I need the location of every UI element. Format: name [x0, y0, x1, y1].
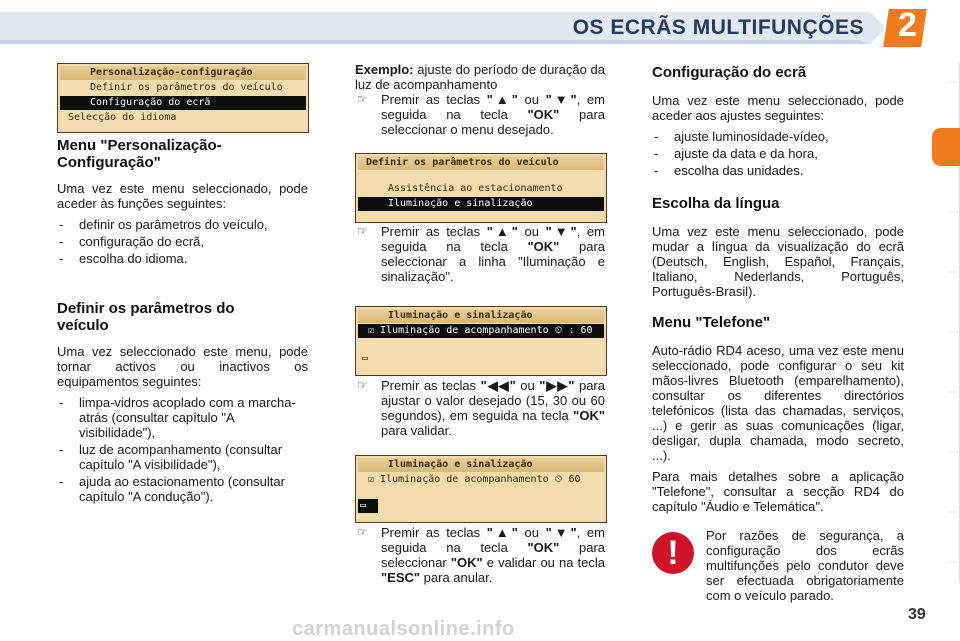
display-screen-lighting: [355, 306, 607, 376]
paragraph: Uma vez este menu seleccionado, pode aceder às funções seguintes:: [57, 181, 308, 211]
step-text: ou: [517, 92, 546, 107]
pointer-icon: ☞: [357, 378, 368, 392]
step-text: para anular.: [420, 570, 493, 585]
example-label: Exemplo:: [355, 62, 414, 77]
display-screen-lighting-confirm: [355, 455, 607, 523]
list-item: - ajuda ao estacionamento (consultar capítulo "A condução").: [57, 474, 308, 504]
section-heading: Configuração do ecrã: [652, 64, 807, 81]
list-item: - ajuste da data e da hora,: [652, 146, 904, 161]
screen-row-selected: ☑ Iluminação de acompanhamento ⏲ : 60: [358, 324, 604, 338]
screen-row: Definir os parâmetros do veículo: [90, 82, 283, 93]
step-text: para seleccionar: [381, 540, 606, 570]
key-ok-label: "OK": [527, 107, 560, 122]
step-instruction: [357, 224, 605, 284]
key-left-label: "◀◀": [480, 378, 516, 393]
paragraph: Auto-rádio RD4 aceso, uma vez este menu seleccionado, pode configurar o seu kit mãos-livres Bluetooth (emparelhamento), consultar os diferentes directórios telefónicos (lista das chamadas, serviços, ...) e gerir as suas comunicações (ligar, desligar, dupla chamada, modo secreto, ...).: [652, 343, 904, 463]
step-text: para seleccionar a linha "Iluminação e sinalização".: [381, 239, 606, 284]
screen-caption: Definir os parâmetros do veículo: [358, 156, 604, 170]
screen-row: Assistência ao estacionamento: [388, 183, 563, 194]
dash-list: [57, 395, 308, 504]
pointer-icon: ☞: [357, 92, 368, 106]
section-heading: Definir os parâmetros do veículo: [57, 300, 235, 334]
screen-row-selected: Iluminação e sinalização: [358, 197, 604, 211]
column-left-lower: [57, 300, 308, 506]
page-number: 39: [908, 606, 926, 623]
step-text: Premir as teclas: [381, 525, 487, 540]
step-text: ou: [517, 224, 546, 239]
step-text: Premir as teclas: [381, 92, 487, 107]
ok-box-selected: ▭: [358, 499, 378, 513]
screen-row: [358, 339, 604, 351]
watermark: carmanualsonline.info: [292, 618, 515, 640]
screen-caption: Personalização-configuração: [60, 66, 306, 80]
page-title: OS ECRÃS MULTIFUNÇÕES: [572, 16, 864, 39]
key-up-label: "▲": [486, 224, 518, 239]
row-value: 60: [580, 325, 593, 336]
display-screen-vehicle-params: [355, 153, 607, 223]
screen-row: [358, 171, 604, 181]
key-down-label: "▼": [545, 525, 577, 540]
list-item: - configuração do ecrã,: [57, 234, 308, 249]
row-value: 60: [568, 474, 581, 485]
list-item: - luz de acompanhamento (consultar capítulo "A visibilidade"),: [57, 442, 308, 472]
screen-row: [358, 488, 604, 498]
list-item: - escolha das unidades.: [652, 163, 904, 178]
warning-note: [706, 528, 904, 609]
step-text: , em seguida na tecla: [381, 224, 605, 254]
key-down-label: "▼": [545, 92, 577, 107]
dash-list: [57, 217, 308, 266]
list-item: - definir os parâmetros do veículo,: [57, 217, 308, 232]
ok-box: ▭: [362, 353, 369, 364]
key-ok-label: "OK": [573, 408, 605, 423]
step-instruction: [357, 92, 605, 137]
key-down-label: "▼": [545, 224, 577, 239]
paragraph: Para mais detalhes sobre a aplicação "Telefone", consultar a secção RD4 do capítulo "Áudio e Telemática".: [652, 469, 904, 514]
column-right-phone: [652, 314, 904, 520]
section-heading: Menu "Personalização-Configuração": [57, 137, 222, 171]
section-heading: Escolha da língua: [652, 195, 780, 212]
key-ok-label: "OK": [527, 540, 560, 555]
list-item: - escolha do idioma.: [57, 251, 308, 266]
step-text: para validar.: [381, 423, 452, 438]
screen-row: ☑ Iluminação de acompanhamento ⏲ 60: [368, 474, 581, 485]
paragraph: Por razões de segurança, a configuração dos ecrãs multifunções pelo condutor deve ser efectuada obrigatoriamente com o veículo parado.: [706, 528, 904, 603]
display-screen-menu: [57, 63, 309, 133]
screen-caption: Iluminação e sinalização: [358, 458, 604, 472]
warning-icon: !: [652, 532, 694, 574]
key-ok-label: "OK": [450, 555, 483, 570]
dash-list: [652, 129, 904, 178]
step-text: para seleccionar o menu desejado.: [381, 107, 606, 137]
key-up-label: "▲": [486, 92, 518, 107]
key-ok-label: "OK": [527, 239, 560, 254]
step-text: Premir as teclas: [381, 224, 487, 239]
section-heading: Menu "Telefone": [652, 314, 771, 331]
screen-caption: Iluminação e sinalização: [358, 309, 604, 323]
pointer-icon: ☞: [357, 224, 368, 238]
paragraph: Uma vez este menu seleccionado, pode aceder aos ajustes seguintes:: [652, 93, 904, 123]
column-right: [652, 64, 904, 180]
paragraph: Uma vez seleccionado este menu, pode tornar activos ou inactivos os equipamentos seguintes:: [57, 344, 308, 389]
list-item: - ajuste luminosidade-vídeo,: [652, 129, 904, 144]
step-instruction: [357, 378, 605, 438]
row-label: Iluminação de acompanhamento: [380, 474, 549, 485]
column-left: [57, 137, 308, 268]
step-text: ou: [517, 525, 546, 540]
key-right-label: "▶▶": [539, 378, 575, 393]
example-text: ajuste do período de duração da luz de acompanhamento: [355, 62, 605, 92]
screen-row: Selecção do idioma: [68, 112, 177, 123]
chapter-tabs: [926, 62, 960, 582]
key-up-label: "▲": [486, 525, 518, 540]
pointer-icon: ☞: [357, 525, 368, 539]
paragraph: Uma vez este menu seleccionado, pode mudar a língua da visualização do ecrã (Deutsch, English, Español, Français, Italiano, Nederlands, Português, Português-Brasil).: [652, 224, 904, 299]
chapter-number: 2: [898, 6, 917, 44]
step-text: , em seguida na tecla: [381, 92, 605, 122]
row-label: Iluminação de acompanhamento: [380, 325, 549, 336]
list-item: - limpa-vidros acoplado com a marcha-atrás (consultar capítulo "A visibilidade"),: [57, 395, 308, 440]
key-esc-label: "ESC": [381, 570, 421, 585]
step-text: Premir as teclas: [381, 378, 481, 393]
column-right-language: [652, 195, 904, 305]
step-text: para ajustar o valor desejado (15, 30 ou 60 segundos), em seguida na tecla: [381, 378, 605, 423]
screen-row-selected: Configuração do ecrã: [60, 96, 306, 110]
step-text: ou: [515, 378, 540, 393]
step-instruction: [357, 525, 605, 585]
step-text: , em seguida na tecla: [381, 525, 605, 555]
paragraph: [355, 62, 605, 92]
step-text: e validar ou na tecla: [482, 555, 605, 570]
